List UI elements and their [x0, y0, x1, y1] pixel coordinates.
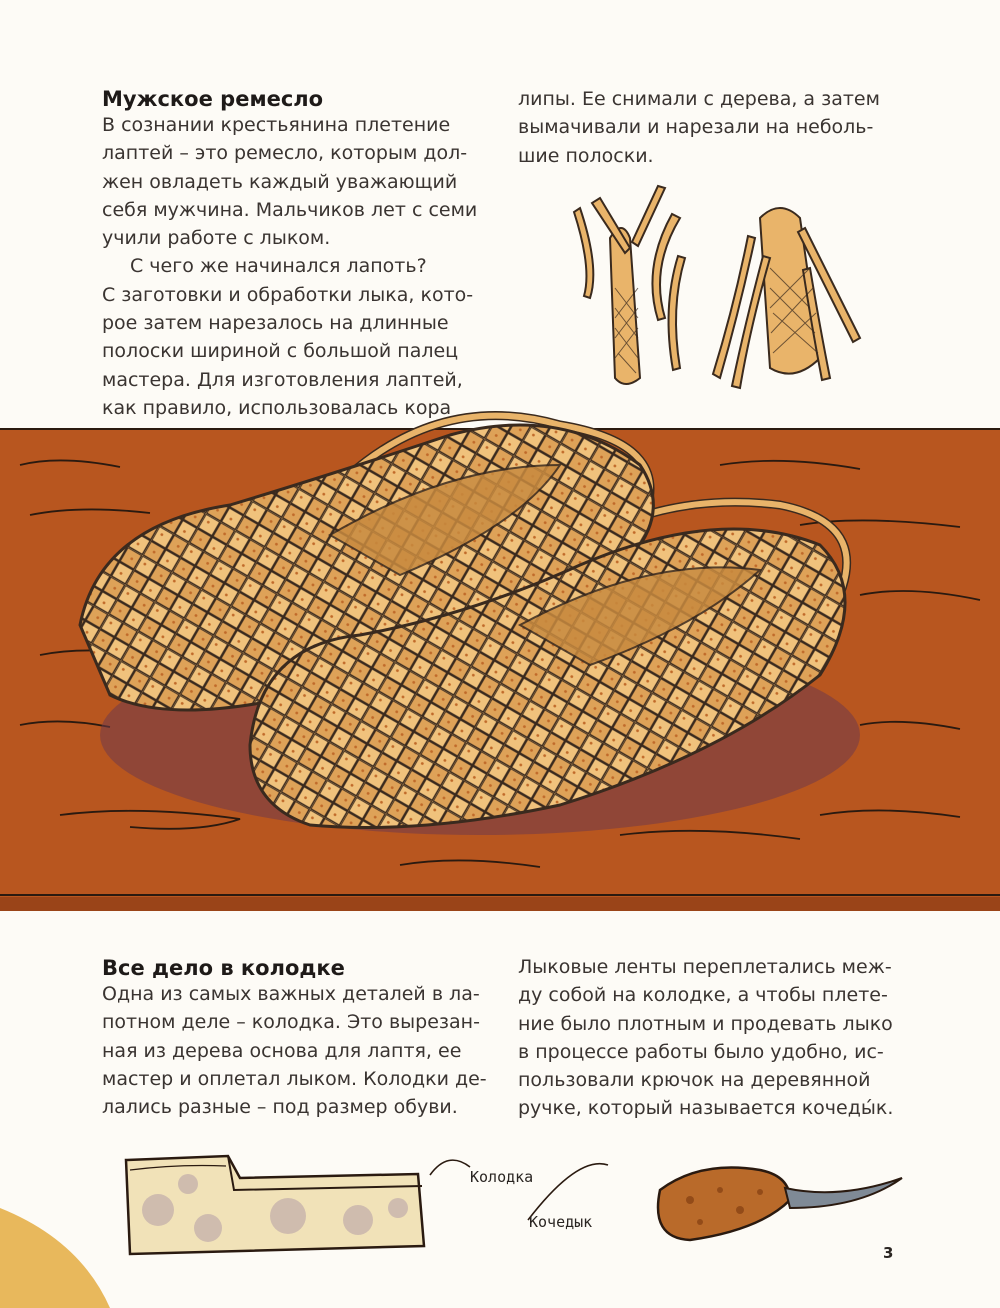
text-line: потном деле – колодка. Это вырезан- [102, 1011, 480, 1034]
text-line: себя мужчина. Мальчиков лет с семи [102, 198, 478, 221]
text-line: В сознании крестьянина плетение [102, 114, 451, 136]
section2-column1 [102, 980, 487, 1121]
section2-column2 [518, 953, 893, 1123]
text-line: учили работе с лыком. [102, 227, 331, 250]
section1-column2 [518, 85, 880, 170]
bast-shoes-illustration [0, 395, 1000, 925]
text-line: мастера. Для изготовления лаптей, [102, 368, 463, 391]
text-line: Одна из самых важных деталей в ла- [102, 983, 480, 1005]
text-line: ная из дерева основа для лаптя, ее [102, 1039, 462, 1062]
text-line: лаптей – это ремесло, которым дол- [102, 142, 468, 165]
text-line: ручке, который называется кочеды́к. [518, 1097, 894, 1120]
text-line: ние было плотным и продевать лыко [518, 1012, 893, 1035]
bast-strips-illustration [570, 178, 870, 393]
text-line: пользовали крючок на деревянной [518, 1069, 871, 1092]
text-line: шие полоски. [518, 144, 654, 167]
text-line: как правило, использовалась кора [102, 396, 452, 419]
corner-decoration [0, 1200, 120, 1308]
text-line: С заготовки и обработки лыка, кото- [102, 283, 474, 306]
label-kochedyk: Кочедык [529, 1213, 593, 1231]
label-kolodka: Колодка [470, 1168, 534, 1186]
text-line: липы. Ее снимали с дерева, а затем [518, 88, 880, 110]
text-line: полоски шириной с большой палец [102, 340, 459, 363]
section-heading-kolodka: Все дело в колодке [102, 956, 345, 980]
text-line: мастер и оплетал лыком. Колодки де- [102, 1067, 487, 1090]
text-line: вымачивали и нарезали на неболь- [518, 116, 874, 139]
text-line: Лыковые ленты переплетались меж- [518, 956, 892, 978]
page-number: 3 [883, 1244, 894, 1262]
text-line: лались разные – под размер обуви. [102, 1096, 458, 1119]
label-connectors [428, 1145, 628, 1255]
kolodka-block-illustration [118, 1150, 438, 1260]
text-line: С чего же начинался лапоть? [130, 255, 427, 278]
text-line: в процессе работы было удобно, ис- [518, 1040, 884, 1063]
text-line: жен овладеть каждый уважающий [102, 170, 458, 193]
kochedyk-tool-illustration [640, 1150, 910, 1250]
text-line: рое затем нарезалось на длинные [102, 312, 449, 335]
section-heading-mens-craft: Мужское ремесло [102, 87, 324, 111]
section1-column1 [102, 111, 477, 422]
text-line: ду собой на колодке, а чтобы плете- [518, 984, 888, 1007]
